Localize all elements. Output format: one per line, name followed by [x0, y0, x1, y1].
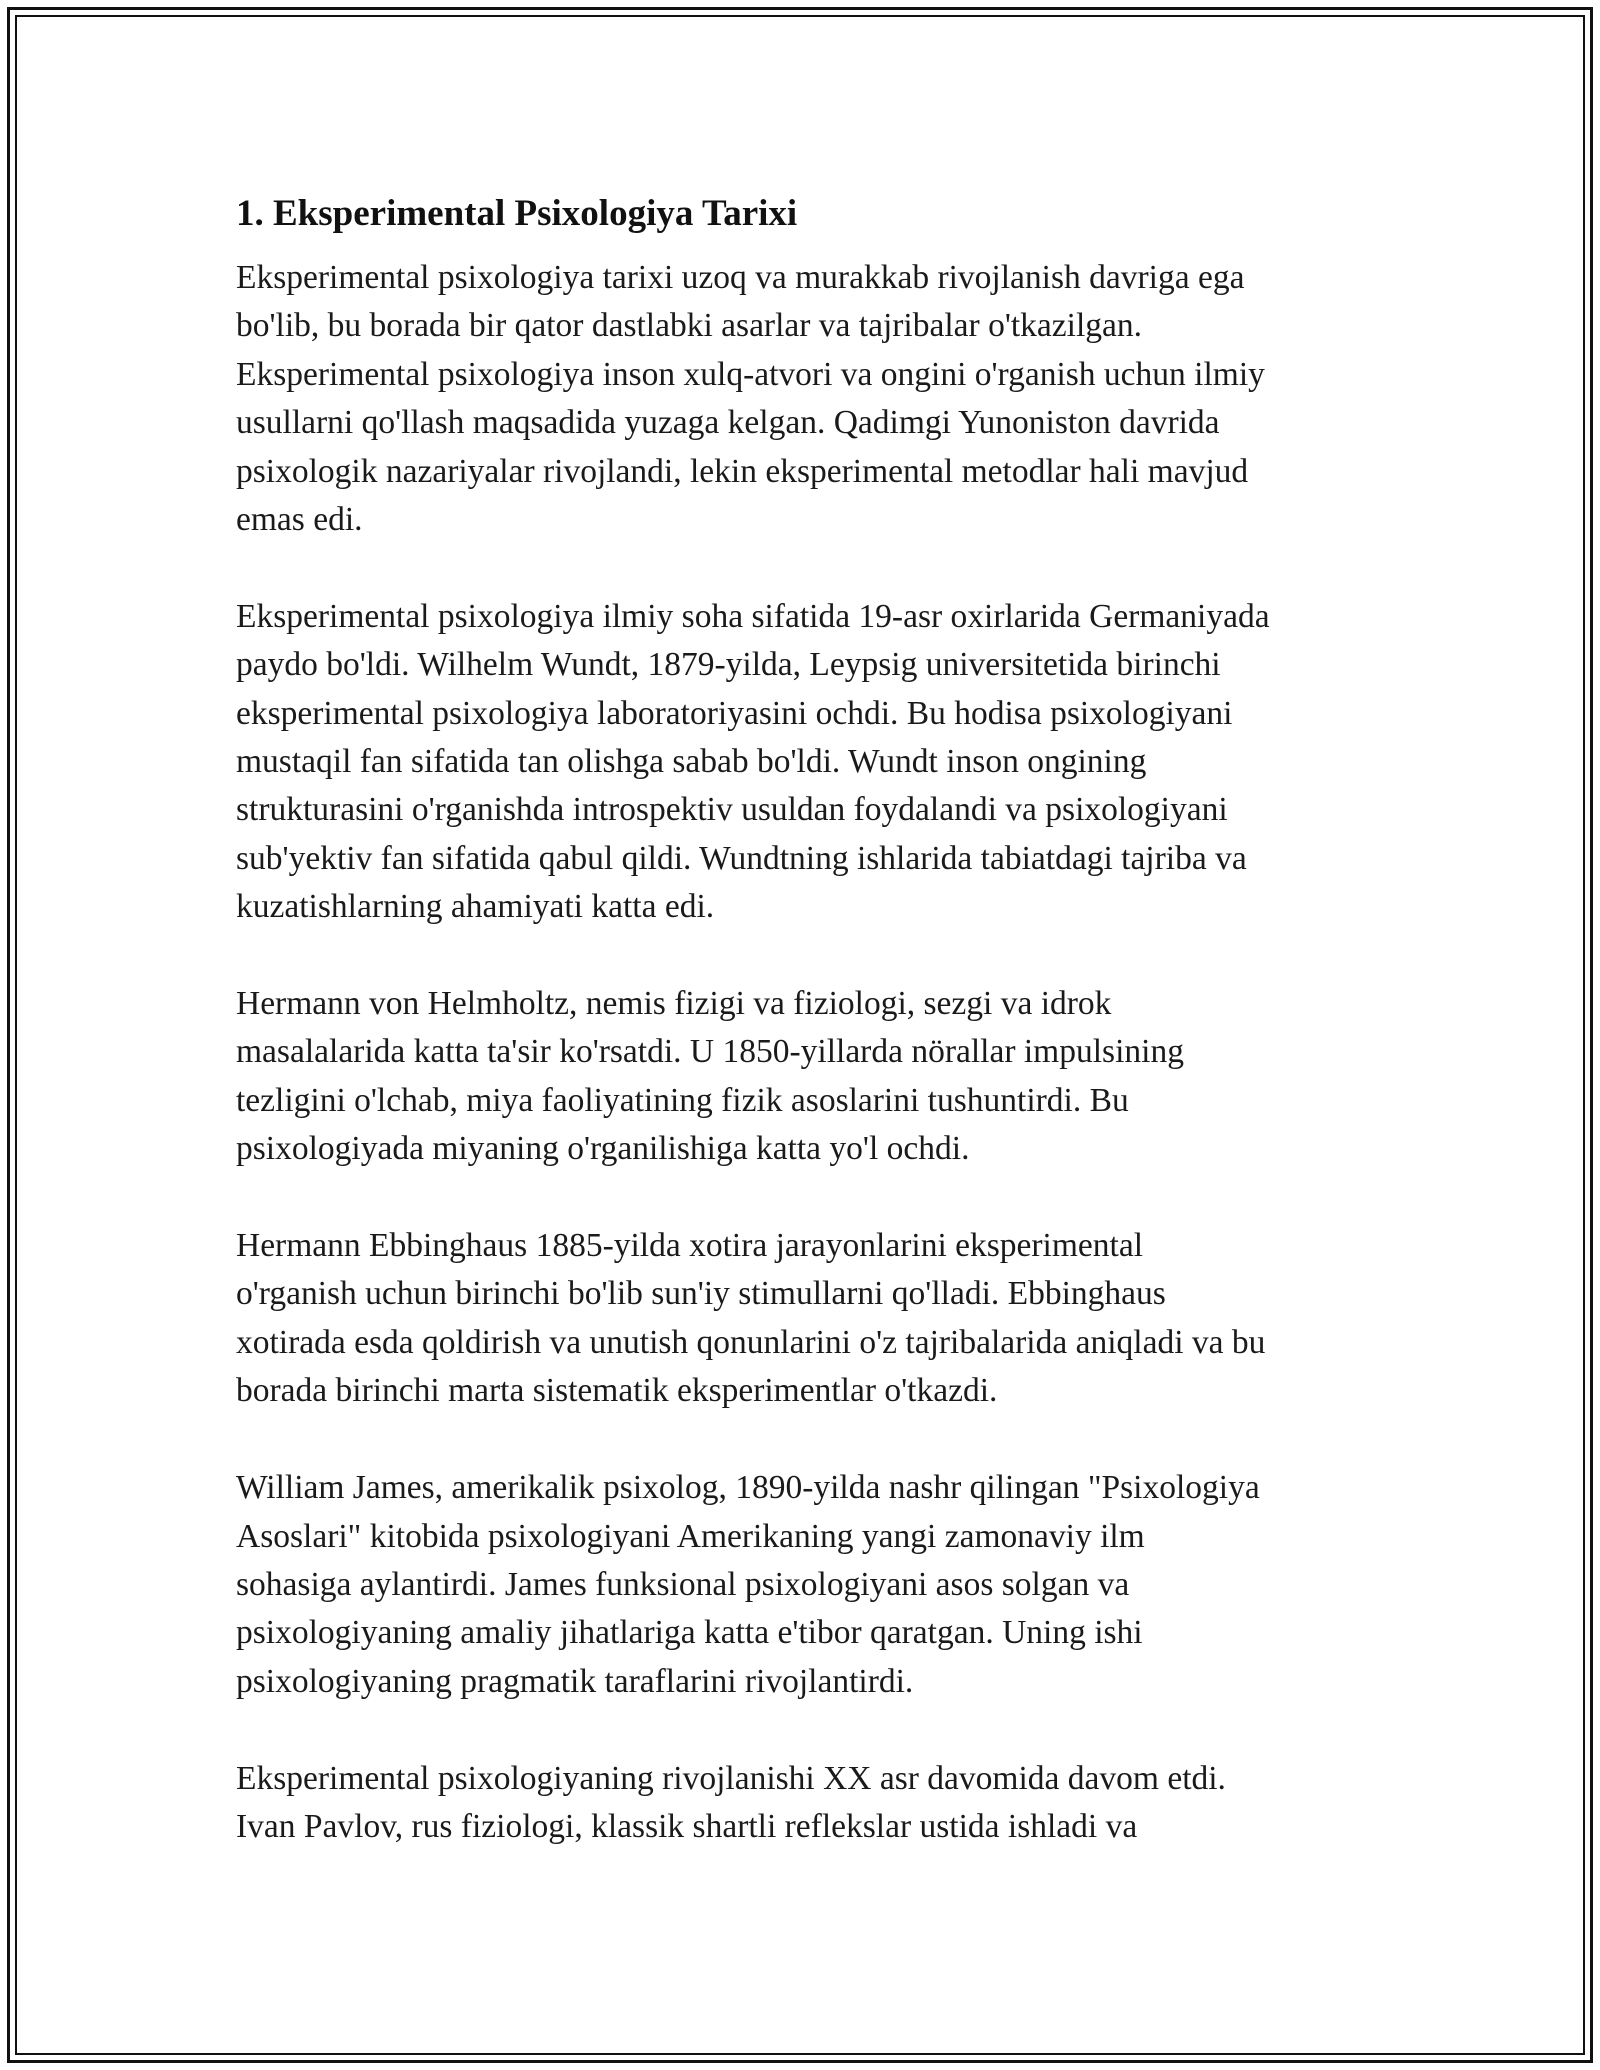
- text-line: Hermann Ebbinghaus 1885-yilda xotira jarayonlarini eksperimental: [236, 1227, 1144, 1265]
- text-line: paydo bo'ldi. Wilhelm Wundt, 1879-yilda, Leypsig universitetida birinchi: [236, 646, 1221, 684]
- text-line: eksperimental psixologiya laboratoriyasini ochdi. Bu hodisa psixologiyani: [236, 694, 1233, 732]
- paragraph-5: [236, 1464, 1386, 1706]
- text-line: Eksperimental psixologiyaning rivojlanishi XX asr davomida davom etdi.: [236, 1759, 1226, 1797]
- text-line: Hermann von Helmholtz, nemis fizigi va fiziologi, sezgi va idrok: [236, 985, 1112, 1023]
- paragraph-1: [236, 254, 1386, 544]
- document-body: [236, 186, 1386, 1900]
- text-line: Asoslari" kitobida psixologiyani Amerikaning yangi zamonaviy ilm: [236, 1517, 1145, 1555]
- text-line: Eksperimental psixologiya tarixi uzoq va murakkab rivojlanish davriga ega: [236, 259, 1245, 296]
- text-line: Ivan Pavlov, rus fiziologi, klassik shartli reflekslar ustida ishladi va: [236, 1807, 1138, 1845]
- text-line: tezligini o'lchab, miya faoliyatining fizik asoslarini tushuntirdi. Bu: [236, 1081, 1129, 1119]
- text-line: borada birinchi marta sistematik eksperimentlar o'tkazdi.: [236, 1372, 998, 1410]
- text-line: sohasiga aylantirdi. James funksional psixologiyani asos solgan va: [236, 1565, 1130, 1603]
- paragraph-6: [236, 1755, 1386, 1852]
- text-line: strukturasini o'rganishda introspektiv usuldan foydalandi va psixologiyani: [236, 791, 1228, 829]
- paragraph-4: [236, 1222, 1386, 1416]
- text-line: o'rganish uchun birinchi bo'lib sun'iy stimullarni qo'lladi. Ebbinghaus: [236, 1275, 1166, 1313]
- text-line: usullarni qo'llash maqsadida yuzaga kelgan. Qadimgi Yunoniston davrida: [236, 404, 1220, 442]
- text-line: psixologiyaning pragmatik taraflarini rivojlantirdi.: [236, 1662, 914, 1700]
- text-line: Eksperimental psixologiya inson xulq-atvori va ongini o'rganish uchun ilmiy: [236, 355, 1265, 393]
- text-line: William James, amerikalik psixolog, 1890-yilda nashr qilingan "Psixologiya: [236, 1469, 1260, 1507]
- text-line: psixologik nazariyalar rivojlandi, lekin eksperimental metodlar hali mavjud: [236, 452, 1249, 490]
- text-line: bo'lib, bu borada bir qator dastlabki asarlar va tajribalar o'tkazilgan.: [236, 307, 1143, 345]
- text-line: emas edi.: [236, 501, 363, 539]
- text-line: Eksperimental psixologiya ilmiy soha sifatida 19-asr oxirlarida Germaniyada: [236, 597, 1270, 635]
- text-line: psixologiyada miyaning o'rganilishiga katta yo'l ochdi.: [236, 1130, 970, 1168]
- text-line: xotirada esda qoldirish va unutish qonunlarini o'z tajribalarida aniqladi va bu: [236, 1323, 1266, 1361]
- text-line: kuzatishlarning ahamiyati katta edi.: [236, 888, 715, 926]
- section-heading: 1. Eksperimental Psixologiya Tarixi: [236, 193, 798, 234]
- text-line: psixologiyaning amaliy jihatlariga katta e'tibor qaratgan. Uning ishi: [236, 1614, 1143, 1652]
- text-line: sub'yektiv fan sifatida qabul qildi. Wundtning ishlarida tabiatdagi tajriba va: [236, 839, 1247, 877]
- text-line: mustaqil fan sifatida tan olishga sabab bo'ldi. Wundt inson ongining: [236, 743, 1147, 781]
- paragraph-2: [236, 593, 1386, 932]
- paragraph-3: [236, 980, 1386, 1174]
- text-line: masalalarida katta ta'sir ko'rsatdi. U 1850-yillarda nörallar impulsining: [236, 1033, 1184, 1071]
